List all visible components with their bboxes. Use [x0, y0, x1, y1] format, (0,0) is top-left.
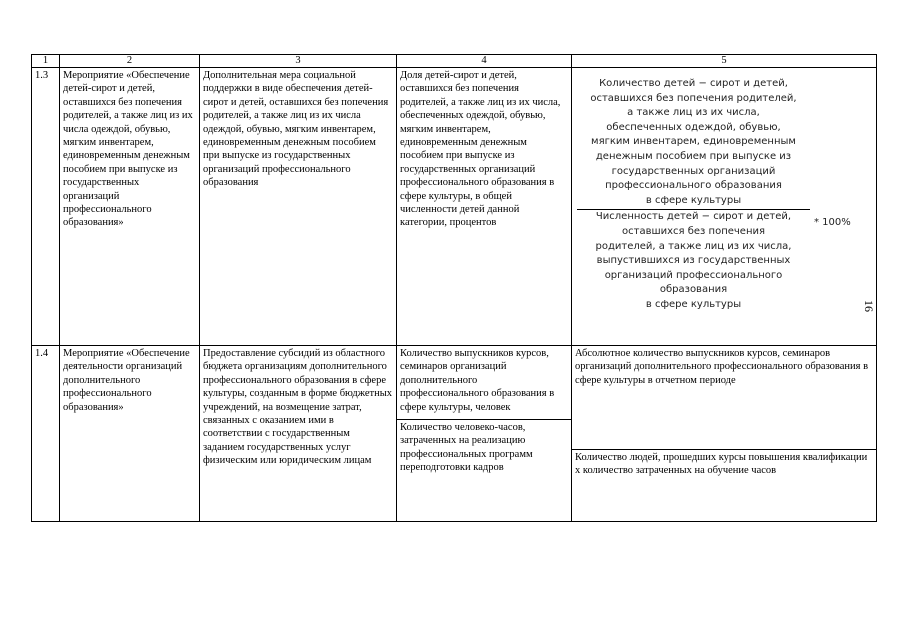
header-cell: 3: [200, 55, 397, 68]
formula-line: образования: [659, 284, 728, 296]
header-cell: 2: [60, 55, 200, 68]
formula-line: Численность детей − сирот и детей,: [595, 211, 792, 223]
table-row: [32, 68, 877, 346]
header-row: [32, 55, 877, 68]
formula-line: государственных организаций: [611, 165, 776, 177]
formula-line: обеспеченных одеждой, обувью,: [606, 121, 781, 133]
formula-line: оставшихся без попечения: [622, 225, 765, 237]
formula-line: в сфере культуры: [645, 298, 742, 310]
formula-line: Количество детей − сирот и детей,: [599, 78, 788, 89]
event-cell: Мероприятие «Обеспечение детей-сирот и детей, оставшихся без попечения родителей, а также лиц из их числа одеждой, обувью, мягким инвентарем, единовременным денежным пособием при выпуске из государственных организаций профессионального образования»: [60, 68, 200, 346]
indicators-table: [31, 54, 877, 522]
formula-line: родителей, а также лиц из их числа,: [595, 240, 792, 252]
formula-line: а также лиц из их числа,: [627, 107, 760, 119]
row-number: 1.3: [32, 68, 60, 346]
formula-line: мягким инвентарем, единовременным: [591, 136, 796, 148]
measure-cell: Дополнительная мера социальной поддержки в виде обеспечения детей-сирот и детей, оставшихся без попечения родителей, а также лиц из их числа одеждой, обувью, мягким инвентарем, единовременным денежным пособием при выпуске из государственных организаций профессионального образования: [200, 68, 397, 346]
formula-denominator: [577, 210, 810, 312]
method-cell: [572, 346, 877, 522]
indicator-text: Количество человеко-часов, затраченных на реализацию профессиональных программ переподготовки кадров: [397, 419, 571, 475]
page-number: 16: [862, 300, 876, 312]
row-number: 1.4: [32, 346, 60, 522]
formula-numerator: [577, 77, 810, 208]
formula-line: в сфере культуры: [645, 194, 742, 206]
indicator-text: Количество выпускников курсов, семинаров организаций дополнительного профессионального образования в сфере культуры, человек: [400, 348, 555, 413]
method-text: Абсолютное количество выпускников курсов, семинаров организаций дополнительного профессионального образования в сфере культуры в отчетном периоде: [575, 348, 869, 386]
formula-line: профессионального образования: [605, 180, 782, 192]
header-cell: 1: [32, 55, 60, 68]
event-cell: Мероприятие «Обеспечение деятельности организаций дополнительного профессионального образования»: [60, 346, 200, 522]
formula-multiplier: * 100%: [814, 217, 851, 228]
calculation-formula: [575, 69, 873, 339]
method-text: Количество людей, прошедших курсы повышения квалификации х количество затраченных на обучение часов: [572, 449, 876, 478]
header-cell: 5: [572, 55, 877, 68]
formula-cell: [572, 68, 877, 346]
header-cell: 4: [397, 55, 572, 68]
measure-cell: Предоставление субсидий из областного бюджета организациям дополнительного профессионального образования в сфере культуры, созданным в форме бюджетных учреждений, на возмещение затрат, связанных с оказанием ими в соответствии с государственным заданием государственных услуг физическим или юридическим лицам: [200, 346, 397, 522]
indicator-cell: Доля детей-сирот и детей, оставшихся без попечения родителей, а также лиц из их числа, обеспеченных одеждой, обувью, мягким инвентарем, единовременным денежным пособием при выпуске из государственных организаций профессионального образования в сфере культуры, в общей численности детей данной категории, процентов: [397, 68, 572, 346]
formula-fraction: [577, 77, 810, 313]
formula-line: денежным пособием при выпуске из: [595, 150, 792, 162]
indicator-cell: [397, 346, 572, 522]
formula-line: выпустившихся из государственных: [596, 255, 791, 267]
formula-line: организаций профессионального: [604, 269, 783, 281]
formula-line: оставшихся без попечения родителей,: [590, 92, 797, 104]
table-row: [32, 346, 877, 522]
